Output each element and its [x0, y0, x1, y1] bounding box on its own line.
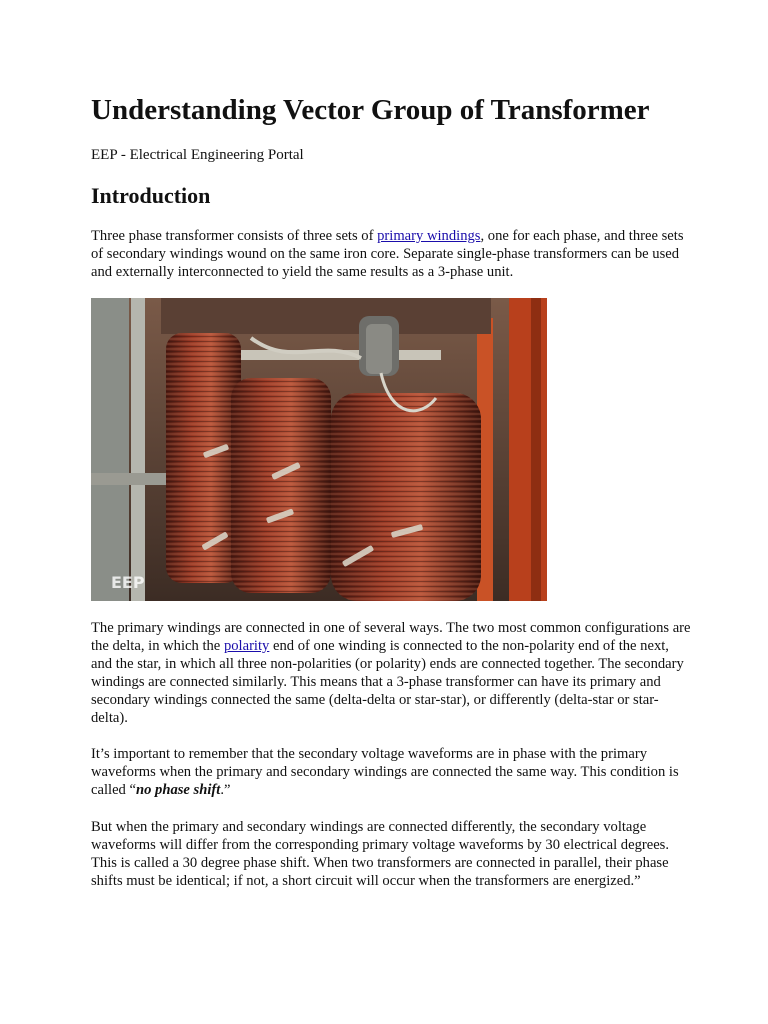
- intro-paragraph: [91, 227, 691, 281]
- primary-windings-link[interactable]: primary windings: [377, 228, 481, 244]
- no-phase-shift-emphasis: no phase shift: [135, 782, 221, 798]
- phase-text-before: It’s important to remember that the secondary voltage waveforms are in phase with the primary waveforms when the primary and secondary windings are connected the same way. This condition is called “: [91, 746, 679, 798]
- article-title: Understanding Vector Group of Transformer: [91, 94, 650, 126]
- intro-text-before: Three phase transformer consists of three sets of: [91, 228, 378, 244]
- phase-text-after: .”: [220, 782, 231, 798]
- section-heading: Introduction: [91, 183, 211, 208]
- site-name: EEP - Electrical Engineering Portal: [91, 147, 304, 163]
- difference-paragraph: But when the primary and secondary windings are connected differently, the secondary voltage waveforms will differ from the corresponding primary voltage waveforms by 30 electrical degrees. This is called a 30 degree phase shift. When two transformers are connected in parallel, their phase shifts must be identical; if not, a short circuit will occur when the transformers are energized.”: [91, 819, 670, 889]
- phase-shift-paragraph: [91, 745, 691, 799]
- intro-text-after: , one for each phase, and three sets of secondary windings wound on the same iron core. Separate single-phase transformers can be used and externally interconnected to yield the same results as a 3-phase unit.: [91, 228, 684, 280]
- polarity-link[interactable]: polarity: [223, 638, 270, 654]
- connections-text-after: end of one winding is connected to the non-polarity end of the next, and the star, in which all three non-polarities (or polarity) ends are connected together. The secondary windings are connected similarly. This means that a 3-phase transformer can have its primary and secondary windings connected the same (delta-delta or star-star), or differently (delta-star or star-delta).: [91, 638, 684, 726]
- watermark-logo: EEP: [111, 573, 145, 592]
- connections-text-before: The primary windings are connected in one of several ways. The two most common configurations are the delta, in which the: [91, 620, 691, 654]
- transformer-photo: [91, 298, 547, 601]
- connections-paragraph: [91, 619, 691, 727]
